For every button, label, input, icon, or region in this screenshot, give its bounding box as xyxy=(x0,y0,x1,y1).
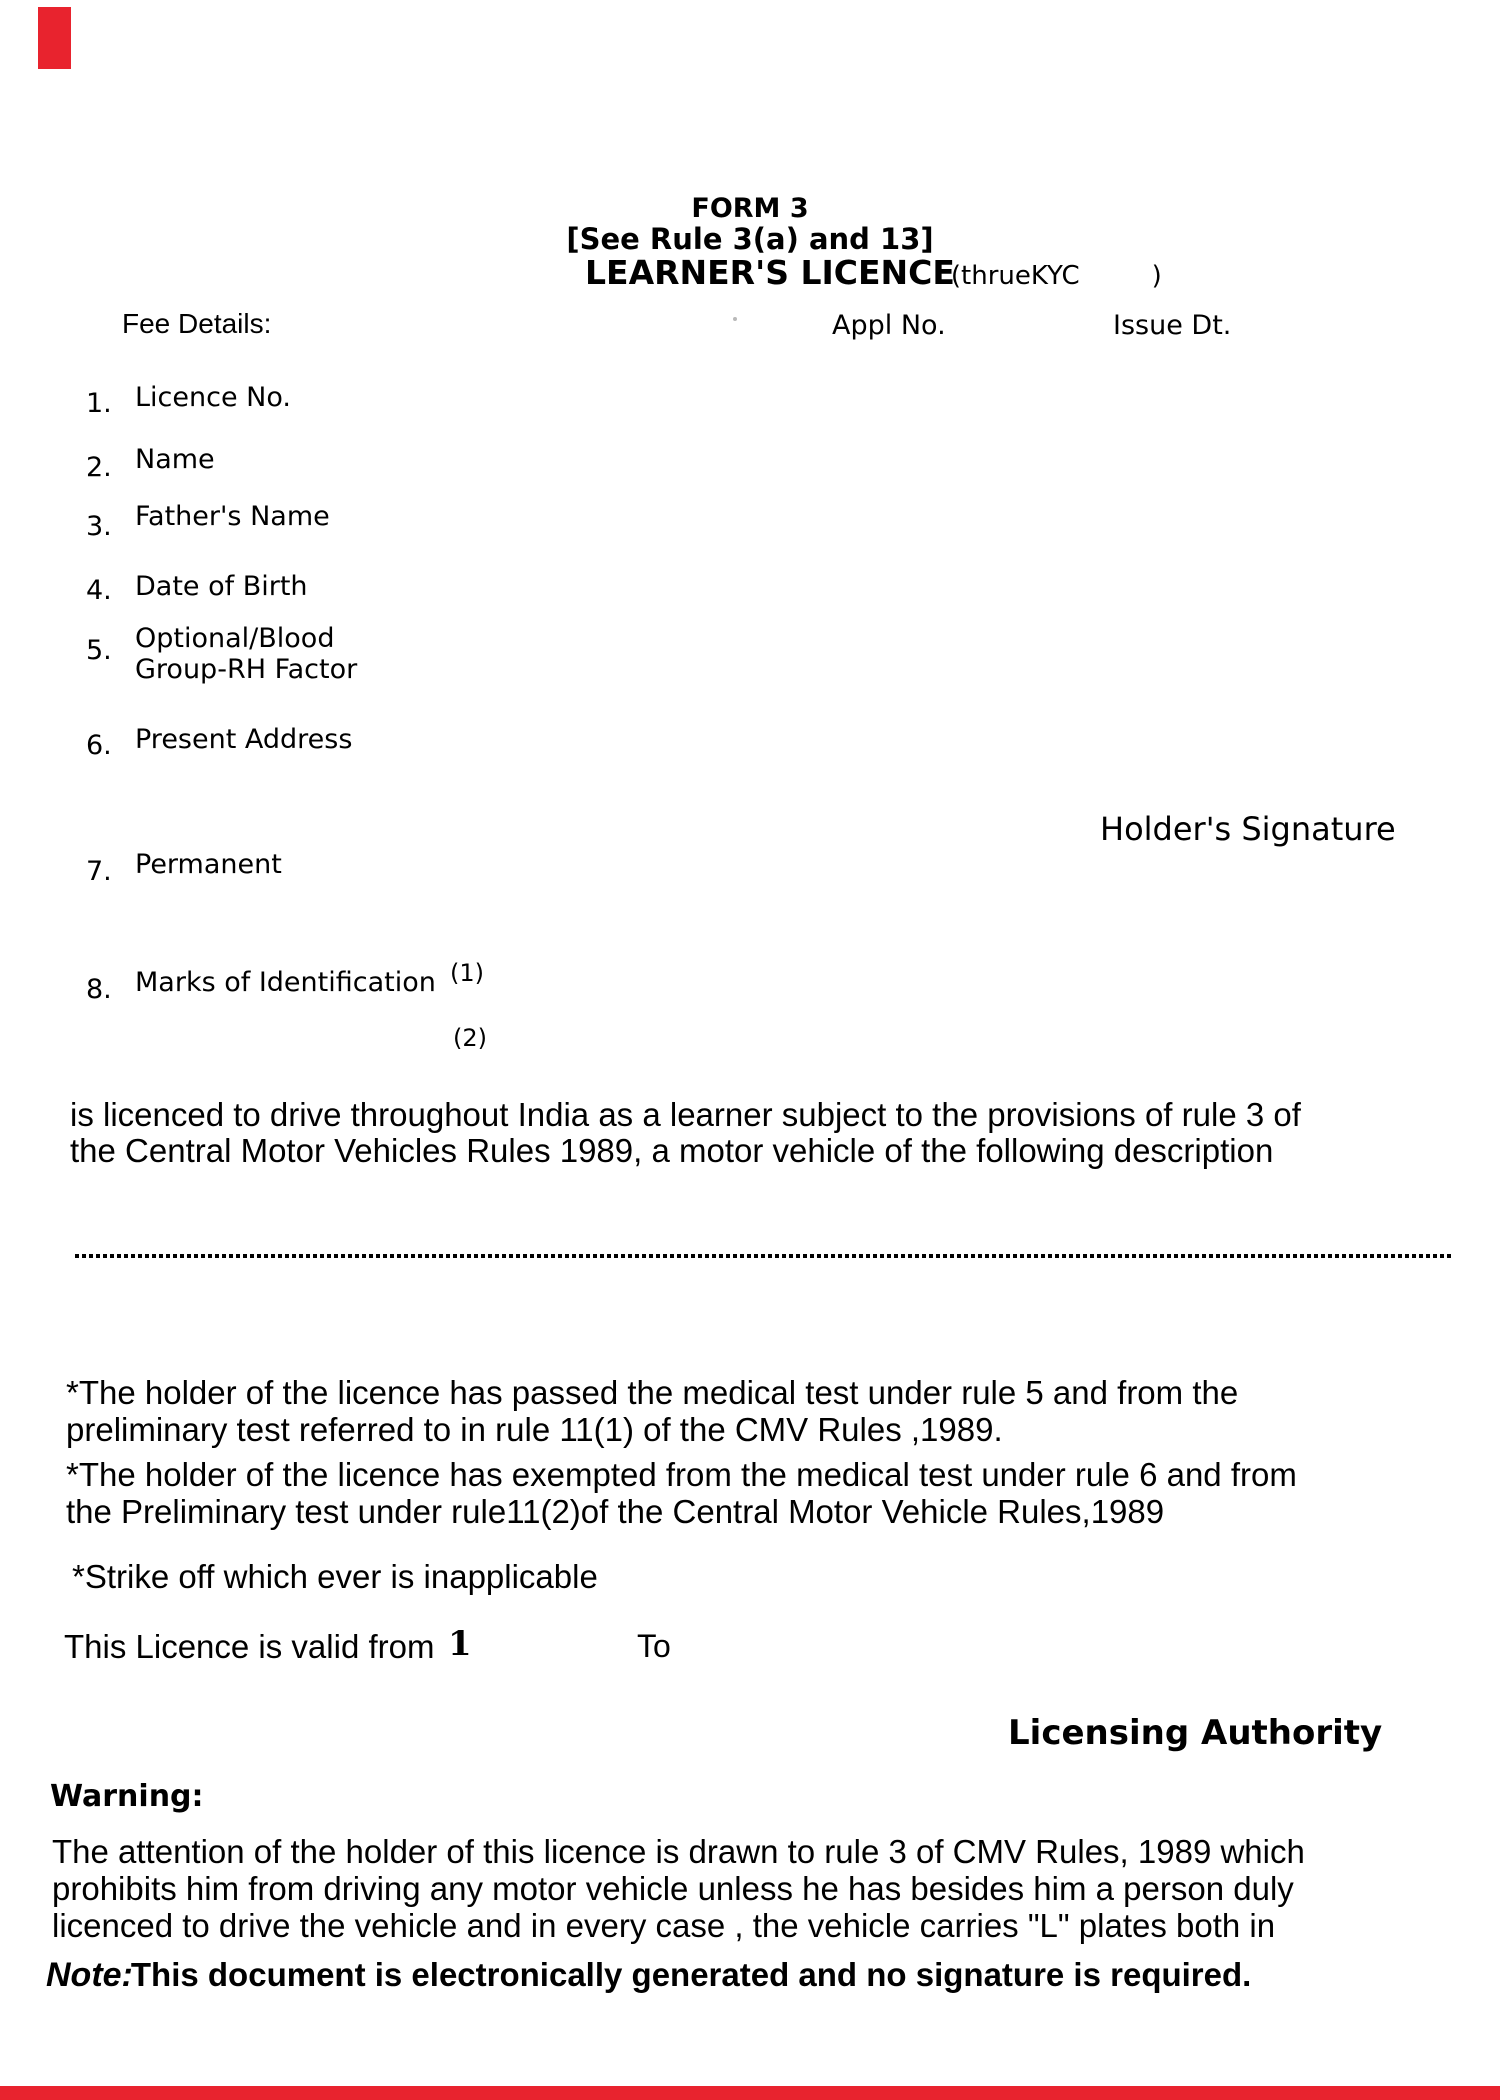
field-number: 2. xyxy=(86,452,112,483)
licence-title-row xyxy=(585,253,1162,292)
red-edge-mark-top-left xyxy=(38,7,71,69)
validity-to-label: To xyxy=(637,1628,671,1664)
licence-grant-line: is licenced to drive throughout India as a learner subject to the provisions of rule 3 of xyxy=(70,1096,1301,1133)
licence-title: LEARNER'S LICENCE xyxy=(585,253,955,292)
field-label-present-address: Present Address xyxy=(135,724,353,755)
field-label-date-of-birth: Date of Birth xyxy=(135,571,308,602)
licence-title-close-paren: ) xyxy=(1151,261,1162,291)
validity-label: This Licence is valid from xyxy=(64,1628,435,1665)
field-label-blood-group: Optional/Blood Group-RH Factor xyxy=(135,623,358,685)
licensing-authority-label: Licensing Authority xyxy=(1008,1713,1383,1753)
field-number: 4. xyxy=(86,575,112,606)
dotted-fill-line xyxy=(75,1254,1453,1258)
licence-grant-line: the Central Motor Vehicles Rules 1989, a motor vehicle of the following description xyxy=(70,1132,1274,1169)
red-edge-bar-bottom xyxy=(0,2086,1500,2100)
warning-paragraph xyxy=(52,1833,1305,1944)
medical-passed-line: preliminary test referred to in rule 11(1) of the CMV Rules ,1989. xyxy=(66,1411,1003,1448)
field-number: 6. xyxy=(86,730,112,761)
licence-title-suffix: (thrueKYC xyxy=(950,261,1080,291)
appl-no-label: Appl No. xyxy=(832,310,946,341)
medical-test-exempt-paragraph xyxy=(66,1456,1297,1530)
medical-passed-line: *The holder of the licence has passed the medical test under rule 5 and from the xyxy=(66,1374,1239,1411)
medical-test-passed-paragraph xyxy=(66,1374,1238,1448)
issue-dt-label: Issue Dt. xyxy=(1113,310,1232,341)
note-row xyxy=(46,1956,1251,1995)
field-label-permanent: Permanent xyxy=(135,849,282,880)
strike-off-instruction: *Strike off which ever is inapplicable xyxy=(72,1558,598,1595)
fee-details-label: Fee Details: xyxy=(122,308,272,339)
print-speck xyxy=(733,317,737,321)
warning-line: licenced to drive the vehicle and in every case , the vehicle carries "L" plates both in xyxy=(52,1907,1276,1944)
field-number: 1. xyxy=(86,388,112,419)
field-label-marks-of-identification: Marks of Identification xyxy=(135,967,436,998)
medical-exempt-line: the Preliminary test under rule11(2)of the Central Motor Vehicle Rules,1989 xyxy=(66,1493,1165,1530)
field-label-fathers-name: Father's Name xyxy=(135,501,330,532)
field-label-licence-no: Licence No. xyxy=(135,382,291,413)
medical-exempt-line: *The holder of the licence has exempted from the medical test under rule 6 and from xyxy=(66,1456,1297,1493)
field-label-name: Name xyxy=(135,444,215,475)
field-number: 3. xyxy=(86,511,112,542)
note-label: Note: xyxy=(46,1956,133,1994)
note-text: This document is electronically generated and no signature is required. xyxy=(130,1956,1252,1993)
field-number: 5. xyxy=(86,635,112,666)
warning-label: Warning: xyxy=(50,1779,204,1814)
field-number: 8. xyxy=(86,974,112,1005)
identification-mark-2-label: (2) xyxy=(453,1024,487,1052)
validity-from-value: 1 xyxy=(448,1624,472,1664)
warning-line: prohibits him from driving any motor vehicle unless he has besides him a person duly xyxy=(52,1870,1294,1907)
warning-line: The attention of the holder of this licence is drawn to rule 3 of CMV Rules, 1989 which xyxy=(52,1833,1305,1870)
field-number: 7. xyxy=(86,856,112,887)
form-number-heading: FORM 3 xyxy=(691,193,809,224)
rule-reference-heading: [See Rule 3(a) and 13] xyxy=(566,222,934,256)
identification-mark-1-label: (1) xyxy=(450,959,484,987)
holders-signature-label: Holder's Signature xyxy=(1100,810,1396,848)
licence-grant-paragraph xyxy=(70,1097,1301,1169)
